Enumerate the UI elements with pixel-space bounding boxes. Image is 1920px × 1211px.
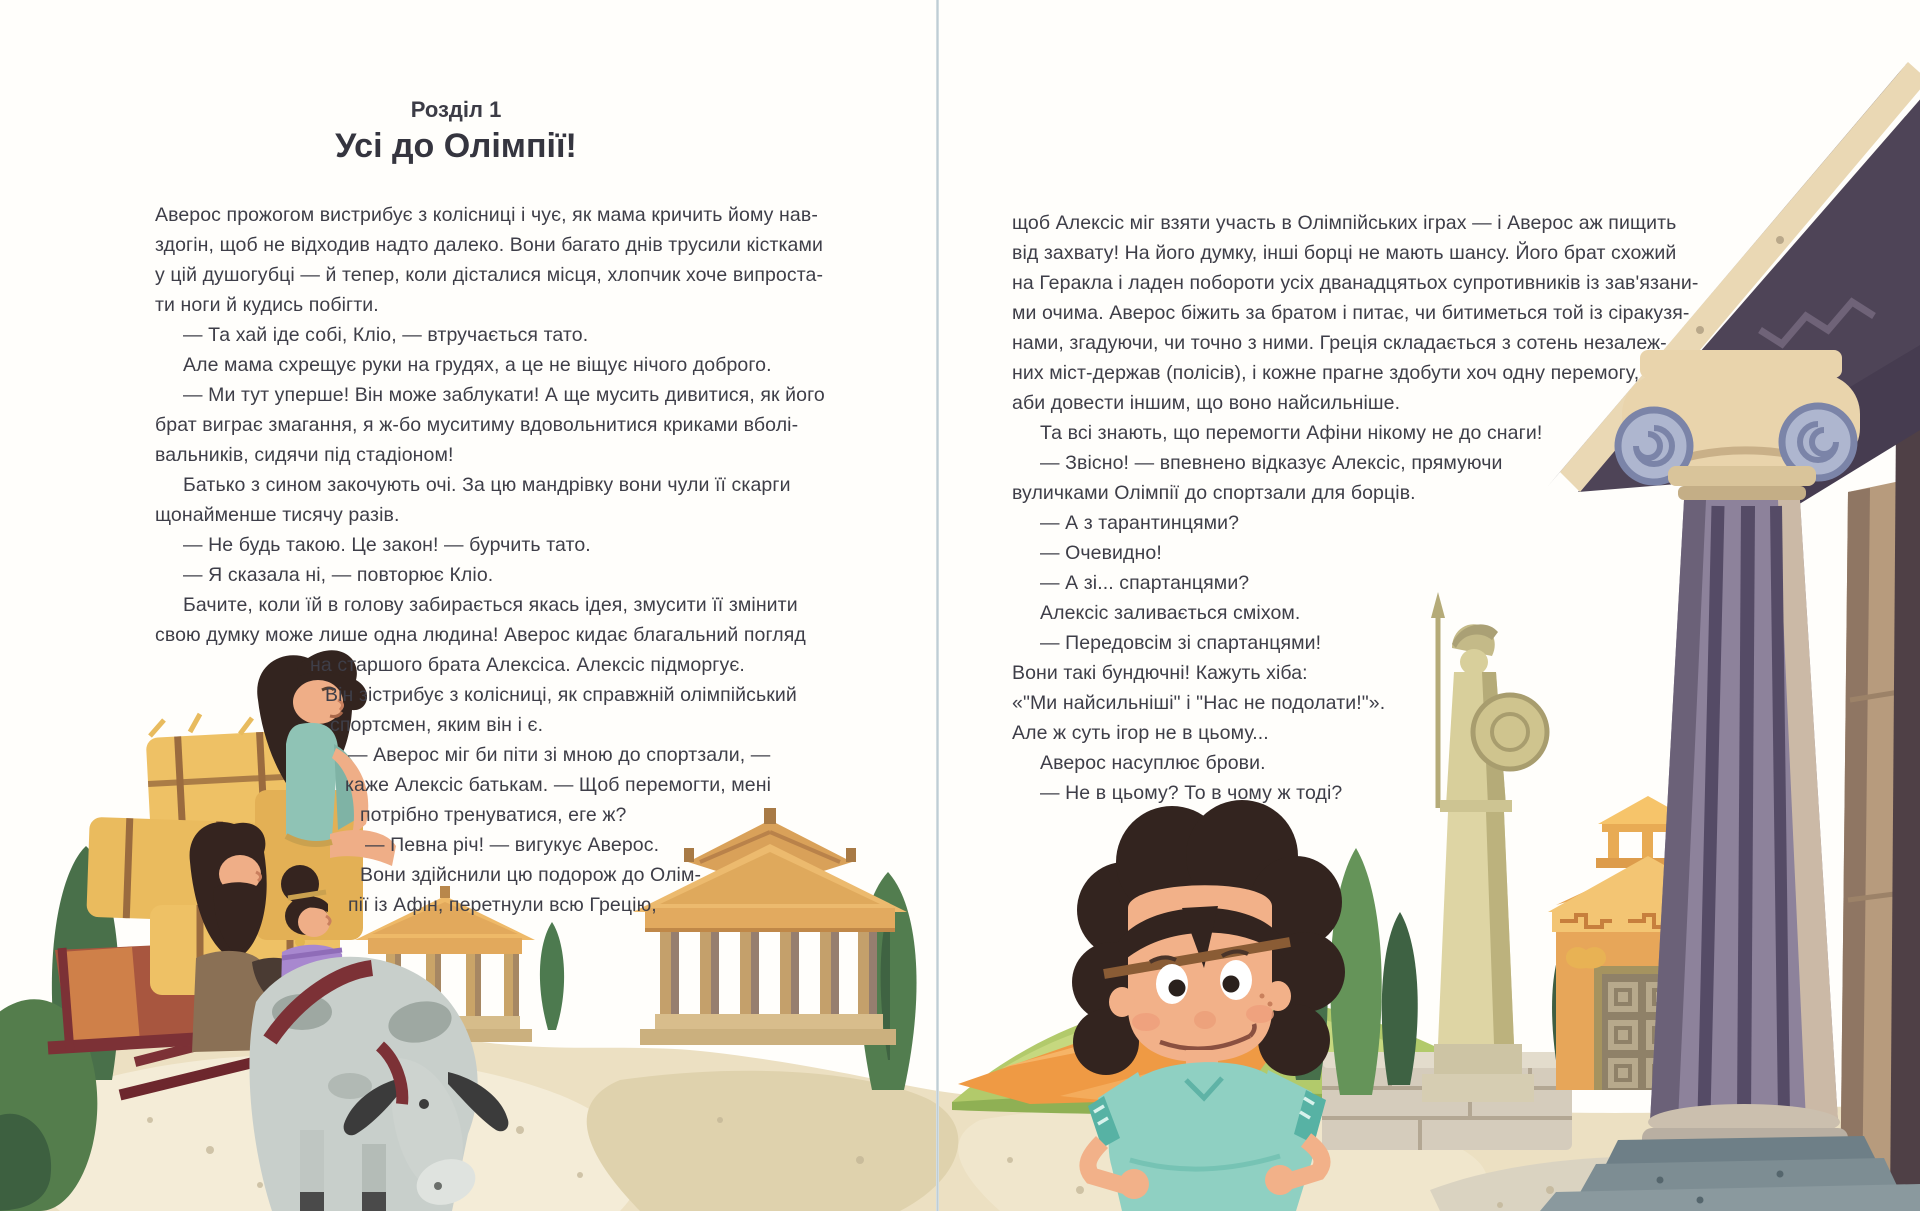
text-line: — Та хай іде собі, Кліо, — втручається тато.	[183, 324, 589, 346]
text-line: Аверос прожогом вистрибує з колісниці і чує, як мама кричить йому нав-	[155, 204, 818, 226]
text-line: — Очевидно!	[1040, 542, 1162, 564]
text-line: Він зістрибує з колісниці, як справжній олімпійський	[325, 684, 797, 706]
text-line: — Аверос міг би піти зі мною до спортзали, —	[348, 744, 771, 766]
small-cypress	[540, 922, 564, 1030]
chapter-label: Розділ 1	[410, 97, 502, 122]
text-line: вуличками Олімпії до спортзали для борців.	[1012, 482, 1416, 504]
text-line: аби довести іншим, що воно найсильніше.	[1012, 392, 1401, 414]
text-line: — Не будь такою. Це закон! — бурчить тато.	[183, 534, 591, 556]
page-gutter	[936, 0, 939, 1211]
chapter-title: Усі до Олімпії!	[335, 127, 577, 165]
text-line: потрібно тренуватися, еге ж?	[360, 804, 627, 826]
text-line: спортсмен, яким він і є.	[330, 714, 544, 736]
text-line: Та всі знають, що перемогти Афіни нікому не до снаги!	[1040, 422, 1543, 444]
text-line: «"Ми найсильніші" і "Нас не подолати!"».	[1012, 692, 1386, 714]
text-line: Батько з сином закочують очі. За цю мандрівку вони чули її скарги	[183, 474, 791, 496]
left-page-text	[155, 200, 835, 920]
text-line: — А з тарантинцями?	[1040, 512, 1240, 534]
text-line: щонайменше тисячу разів.	[155, 504, 400, 526]
text-line: каже Алексіс батькам. — Щоб перемогти, мені	[345, 774, 772, 796]
text-line: свою думку може лише одна людина! Аверос кидає благальний погляд	[155, 624, 806, 646]
text-line: від захвату! На його думку, інші борці не мають шансу. Його брат схожий	[1012, 242, 1677, 264]
text-line: здогін, щоб не відходив надто далеко. Вони багато днів трусили кістками	[155, 234, 823, 256]
text-line: брат виграє змагання, я ж-бо муситиму вдовольнитися криками вболі-	[155, 414, 799, 436]
text-line: — Певна річ! — вигукує Аверос.	[365, 834, 660, 856]
averos-figure	[1072, 800, 1345, 1211]
text-line: ми очима. Аверос біжить за братом і питає, чи битиметься той із сіракузя-	[1012, 302, 1690, 324]
text-line: нами, згадуючи, чи точно з ними. Греція складається з сотень незалеж-	[1012, 332, 1667, 354]
chapter-heading	[150, 97, 762, 167]
text-line: — Я сказала ні, — повторює Кліо.	[183, 564, 494, 586]
text-line: — Не в цьому? То в чому ж тоді?	[1040, 782, 1343, 804]
text-line: — Передовсім зі спартанцями!	[1040, 632, 1322, 654]
text-line: — Ми тут уперше! Він може заблукати! А ще мусить дивитися, як його	[183, 384, 825, 406]
text-line: Але ж суть ігор не в цьому...	[1012, 722, 1269, 744]
text-line: — А зі... спартанцями?	[1040, 572, 1250, 594]
text-line: Але мама схрещує руки на грудях, а це не віщує нічого доброго.	[183, 354, 772, 376]
text-line: Алексіс заливається сміхом.	[1040, 602, 1301, 624]
text-line: них міст-держав (полісів), і кожне прагне здобути хоч одну перемогу,	[1012, 362, 1640, 384]
text-line: Аверос насуплює брови.	[1040, 752, 1266, 774]
text-line: на старшого брата Алексіса. Алексіс підморгує.	[310, 654, 745, 676]
text-line: вальників, сидячи під стадіоном!	[155, 444, 454, 466]
background-columns	[1840, 408, 1920, 1211]
text-line: Вони такі бундючні! Кажуть хіба:	[1012, 662, 1308, 684]
text-line: у цій душогубці — й тепер, коли дісталися місця, хлопчик хоче випроста-	[155, 264, 824, 286]
right-page-text	[1012, 208, 1699, 808]
text-line: на Геракла і ладен побороти усіх дванадцятьох супротивників із зав'язани-	[1012, 272, 1699, 294]
text-line: Бачите, коли їй в голову забирається якась ідея, змусити її змінити	[183, 594, 798, 616]
text-line: ти ноги й кудись побігти.	[155, 294, 379, 316]
text-line: Вони здійснили цю подорож до Олім-	[360, 864, 702, 886]
text-line: пії із Афін, перетнули всю Грецію,	[348, 894, 657, 916]
text-line: щоб Алексіс міг взяти участь в Олімпійських іграх — і Аверос аж пищить	[1012, 212, 1677, 234]
text-line: — Звісно! — впевнено відказує Алексіс, прямуючи	[1040, 452, 1503, 474]
